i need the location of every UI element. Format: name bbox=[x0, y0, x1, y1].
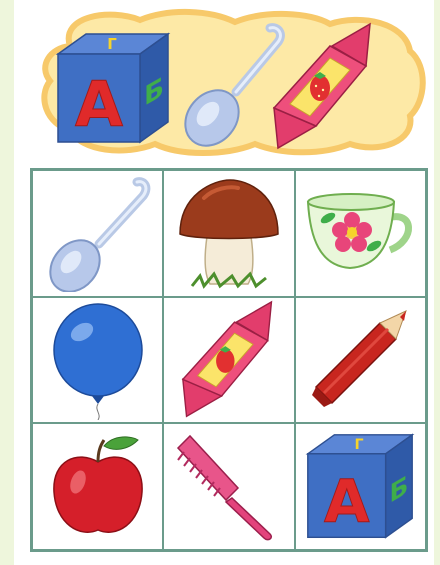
comb-icon bbox=[174, 432, 284, 542]
cube-top-letter: Г bbox=[107, 35, 117, 53]
cell-balloon[interactable] bbox=[32, 297, 163, 424]
candy-icon bbox=[270, 22, 378, 152]
header-cube[interactable] bbox=[54, 30, 172, 152]
apple-icon bbox=[48, 432, 148, 542]
cell-cube[interactable] bbox=[295, 423, 426, 550]
cell-comb[interactable] bbox=[163, 423, 294, 550]
cube-front-letter: А bbox=[75, 68, 123, 141]
mushroom-icon bbox=[174, 174, 284, 292]
cube-icon bbox=[54, 30, 172, 148]
cell-apple[interactable] bbox=[32, 423, 163, 550]
cell-pencil[interactable] bbox=[295, 297, 426, 424]
cell-mushroom[interactable] bbox=[163, 170, 294, 297]
cup-icon bbox=[302, 188, 418, 278]
cube-side-letter: Б bbox=[389, 469, 409, 510]
pencil-icon bbox=[310, 305, 410, 415]
balloon-icon bbox=[48, 300, 148, 420]
cell-candy[interactable] bbox=[163, 297, 294, 424]
cell-spoon[interactable] bbox=[32, 170, 163, 297]
spoon-icon bbox=[43, 174, 153, 292]
cell-cup[interactable] bbox=[295, 170, 426, 297]
cube-top-letter: Г bbox=[354, 436, 364, 453]
header-candy[interactable] bbox=[270, 22, 378, 156]
cube-side-letter: Б bbox=[144, 70, 164, 113]
cube-front-letter: А bbox=[324, 466, 370, 536]
cube-icon bbox=[304, 431, 416, 543]
picture-grid bbox=[30, 168, 428, 552]
candy-icon bbox=[179, 300, 279, 420]
